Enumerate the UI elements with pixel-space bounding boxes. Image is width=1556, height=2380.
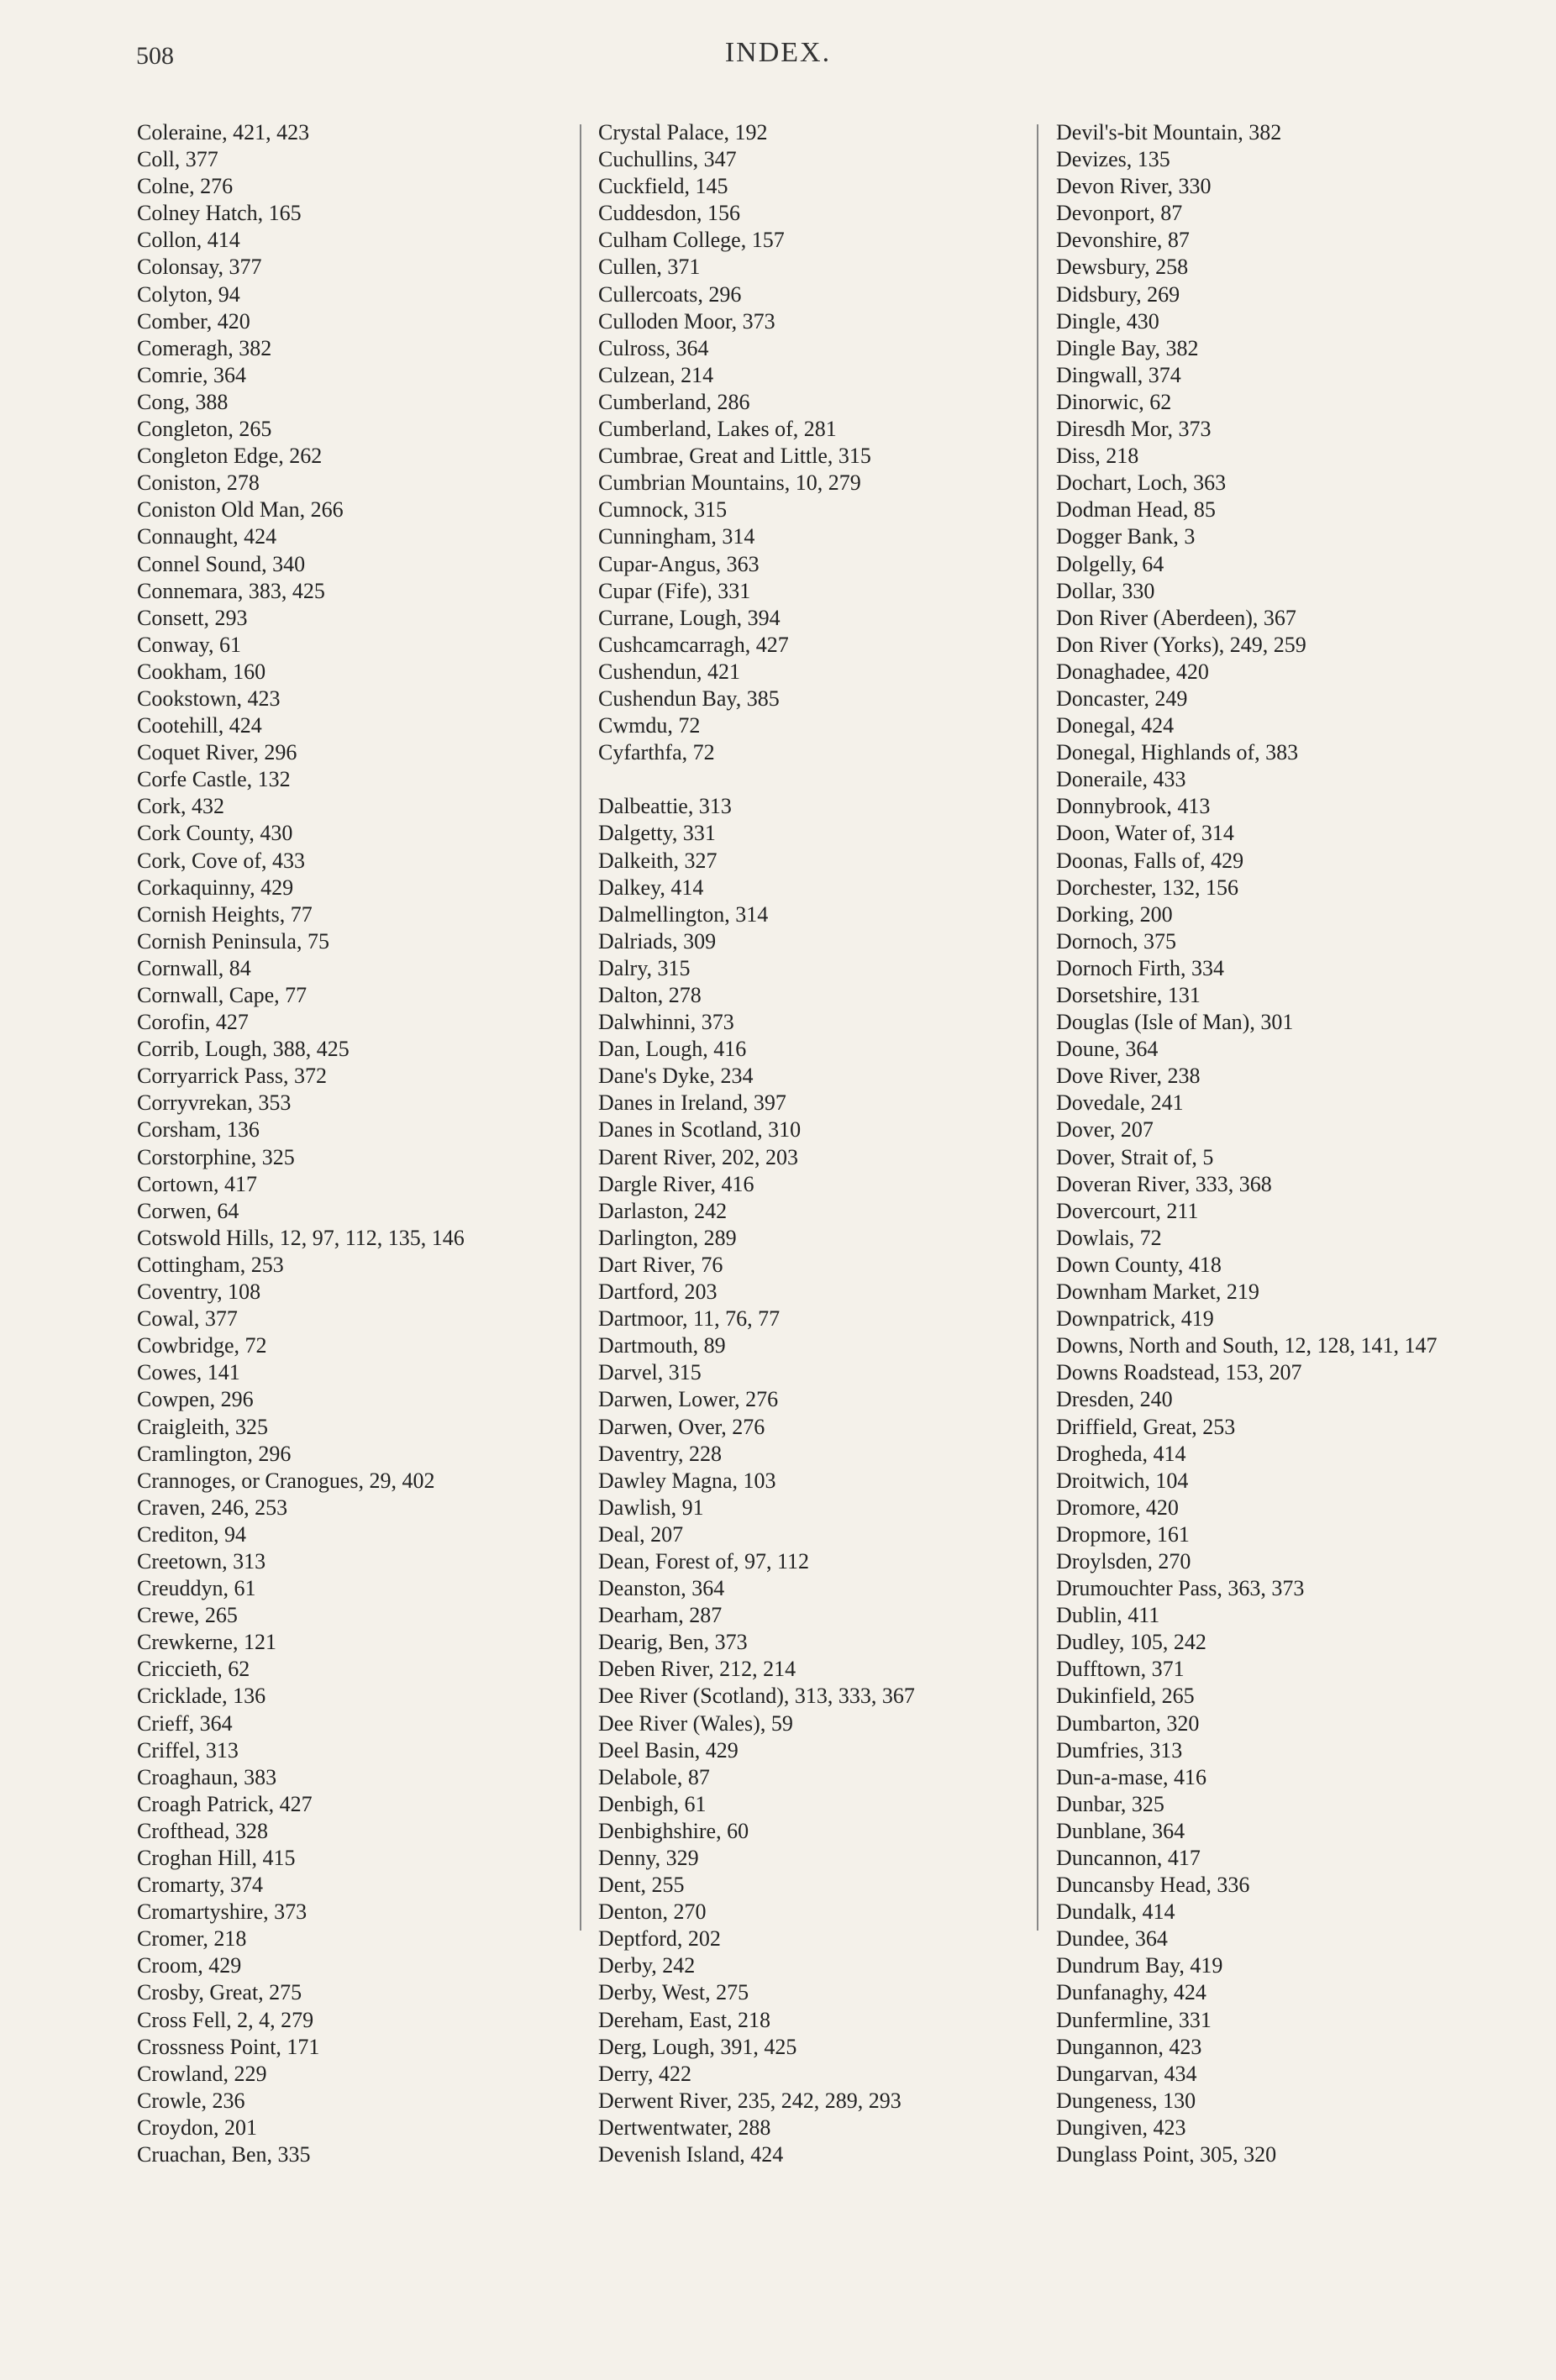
index-entry: Cong, 388 xyxy=(137,389,229,414)
index-entry: Downs, North and South, 12, 128, 141, 147 xyxy=(1056,1333,1438,1358)
index-entry: Corsham, 136 xyxy=(137,1117,260,1143)
index-entry: Donaghadee, 420 xyxy=(1056,659,1209,684)
index-entry: Creetown, 313 xyxy=(137,1548,266,1574)
index-entry: Cork, 432 xyxy=(137,794,224,819)
index-entry: Crosby, Great, 275 xyxy=(137,1980,302,2005)
index-entry: Corstorphine, 325 xyxy=(137,1144,295,1169)
index-entry: Danes in Ireland, 397 xyxy=(598,1090,786,1116)
index-entry: Dargle River, 416 xyxy=(598,1171,754,1196)
index-entry: Cunningham, 314 xyxy=(598,524,755,549)
index-entry: Derby, West, 275 xyxy=(598,1980,749,2005)
index-entry: Crewkerne, 121 xyxy=(137,1630,277,1655)
index-entry: Diresdh Mor, 373 xyxy=(1056,417,1212,442)
index-entry: Cowpen, 296 xyxy=(137,1387,254,1412)
index-entry: Corryvrekan, 353 xyxy=(137,1090,292,1116)
index-entry: Connel Sound, 340 xyxy=(137,551,306,576)
index-entry: Cornish Heights, 77 xyxy=(137,901,313,927)
index-entry: Drogheda, 414 xyxy=(1056,1441,1186,1466)
index-entry: Dalgetty, 331 xyxy=(598,821,716,846)
index-entry: Dover, 207 xyxy=(1056,1117,1154,1143)
index-entry: Cushcamcarragh, 427 xyxy=(598,632,789,657)
index-entry: Donnybrook, 413 xyxy=(1056,794,1211,819)
index-entry: Colne, 276 xyxy=(137,174,234,199)
index-entry: Connaught, 424 xyxy=(137,524,277,549)
index-entry: Deel Basin, 429 xyxy=(598,1737,739,1763)
index-entry: Dorking, 200 xyxy=(1056,901,1173,927)
running-title: INDEX. xyxy=(724,37,832,68)
index-entry: Comrie, 364 xyxy=(137,362,246,387)
index-entry: Doncaster, 249 xyxy=(1056,686,1188,711)
index-entry: Crieff, 364 xyxy=(137,1710,233,1736)
index-entry: Dropmore, 161 xyxy=(1056,1521,1190,1547)
index-entry: Dudley, 105, 242 xyxy=(1056,1630,1206,1655)
index-entry: Congleton, 265 xyxy=(137,417,272,442)
index-entry: Duncannon, 417 xyxy=(1056,1846,1201,1870)
index-entry: Dalbeattie, 313 xyxy=(598,794,732,819)
index-entry: Currane, Lough, 394 xyxy=(598,605,781,630)
index-entry: Coleraine, 421, 423 xyxy=(137,120,310,144)
index-entry: Dan, Lough, 416 xyxy=(598,1037,747,1062)
index-entry: Darent River, 202, 203 xyxy=(598,1144,798,1169)
column-rule xyxy=(1037,124,1038,1931)
index-entry: Cullercoats, 296 xyxy=(598,281,742,307)
index-entry: Dartford, 203 xyxy=(598,1279,718,1305)
index-entry: Croagh Patrick, 427 xyxy=(137,1791,313,1816)
index-entry: Crewe, 265 xyxy=(137,1603,238,1628)
index-entry: Dufftown, 371 xyxy=(1056,1657,1185,1682)
index-entry: Craven, 246, 253 xyxy=(137,1495,288,1520)
index-entry: Dochart, Loch, 363 xyxy=(1056,470,1227,496)
index-entry: Cookham, 160 xyxy=(137,659,266,684)
index-entry: Dovercourt, 211 xyxy=(1056,1198,1199,1223)
index-entry: Dornoch, 375 xyxy=(1056,928,1176,954)
index-entry: Connemara, 383, 425 xyxy=(137,578,325,603)
index-entry: Dollar, 330 xyxy=(1056,578,1155,603)
index-entry: Delabole, 87 xyxy=(598,1764,710,1789)
index-entry: Crannoges, or Cranogues, 29, 402 xyxy=(137,1468,435,1493)
index-entry: Darwen, Lower, 276 xyxy=(598,1387,779,1412)
index-entry: Devon River, 330 xyxy=(1056,174,1212,199)
index-entry: Devil's-bit Mountain, 382 xyxy=(1056,120,1282,144)
index-entry: Corfe Castle, 132 xyxy=(137,767,291,792)
index-entry: Dundrum Bay, 419 xyxy=(1056,1953,1223,1978)
index-entry: Cumberland, Lakes of, 281 xyxy=(598,417,837,442)
index-column-3 xyxy=(1056,119,1510,2168)
index-entry: Dovedale, 241 xyxy=(1056,1090,1184,1116)
index-entry: Down County, 418 xyxy=(1056,1252,1222,1277)
index-entry: Colonsay, 377 xyxy=(137,255,262,280)
index-entry: Dunbar, 325 xyxy=(1056,1791,1164,1816)
index-entry: Corrib, Lough, 388, 425 xyxy=(137,1037,350,1062)
index-entry: Croaghaun, 383 xyxy=(137,1764,277,1789)
index-entry: Doon, Water of, 314 xyxy=(1056,821,1234,846)
index-entry: Dungarvan, 434 xyxy=(1056,2061,1197,2086)
index-entry: Comber, 420 xyxy=(137,308,250,334)
index-entry: Dawlish, 91 xyxy=(598,1495,704,1520)
index-entry: Duncansby Head, 336 xyxy=(1056,1873,1250,1898)
index-entry: Craigleith, 325 xyxy=(137,1414,268,1439)
index-entry: Dalriads, 309 xyxy=(598,928,717,954)
index-entry: Dublin, 411 xyxy=(1056,1603,1160,1628)
index-entry: Coventry, 108 xyxy=(137,1279,261,1305)
index-entry: Drumouchter Pass, 363, 373 xyxy=(1056,1576,1305,1601)
index-entry: Dun-a-mase, 416 xyxy=(1056,1764,1207,1789)
index-entry: Dinorwic, 62 xyxy=(1056,389,1172,414)
index-entry: Droitwich, 104 xyxy=(1056,1468,1189,1493)
index-entry: Dee River (Wales), 59 xyxy=(598,1710,793,1736)
index-entry: Dewsbury, 258 xyxy=(1056,255,1189,280)
index-entry: Derg, Lough, 391, 425 xyxy=(598,2034,797,2059)
index-entry: Dart River, 76 xyxy=(598,1252,723,1277)
index-entry: Congleton Edge, 262 xyxy=(137,444,323,469)
index-entry: Dorsetshire, 131 xyxy=(1056,983,1201,1007)
index-entry: Conway, 61 xyxy=(137,632,241,657)
index-entry: Cruachan, Ben, 335 xyxy=(137,2142,311,2167)
index-entry: Doune, 364 xyxy=(1056,1037,1159,1062)
index-entry: Dalkey, 414 xyxy=(598,875,704,900)
index-entry: Crediton, 94 xyxy=(137,1521,246,1547)
index-entry: Cramlington, 296 xyxy=(137,1441,292,1466)
index-entry: Corryarrick Pass, 372 xyxy=(137,1064,328,1089)
index-entry: Danes in Scotland, 310 xyxy=(598,1117,802,1143)
index-entry: Denbighshire, 60 xyxy=(598,1818,749,1843)
index-entry: Dornoch Firth, 334 xyxy=(1056,955,1225,980)
index-entry: Cootehill, 424 xyxy=(137,713,262,738)
index-entry: Dowlais, 72 xyxy=(1056,1225,1162,1250)
index-entry: Corofin, 427 xyxy=(137,1010,249,1035)
index-entry: Cottingham, 253 xyxy=(137,1252,284,1277)
index-entry: Denton, 270 xyxy=(598,1899,707,1925)
index-entry: Dukinfield, 265 xyxy=(1056,1684,1195,1709)
index-entry: Culham College, 157 xyxy=(598,228,785,253)
index-entry: Dee River (Scotland), 313, 333, 367 xyxy=(598,1684,915,1709)
index-entry: Dromore, 420 xyxy=(1056,1495,1179,1520)
index-entry: Downham Market, 219 xyxy=(1056,1279,1259,1305)
index-entry: Cuddesdon, 156 xyxy=(598,201,740,226)
index-entry: Crowland, 229 xyxy=(137,2061,267,2086)
index-entry: Croydon, 201 xyxy=(137,2115,257,2140)
index-entry: Donegal, 424 xyxy=(1056,713,1175,738)
index-entry: Dolgelly, 64 xyxy=(1056,551,1164,576)
index-entry: Dungeness, 130 xyxy=(1056,2088,1196,2113)
index-entry: Cotswold Hills, 12, 97, 112, 135, 146 xyxy=(137,1225,465,1250)
index-entry: Criccieth, 62 xyxy=(137,1657,250,1682)
index-entry: Dunfermline, 331 xyxy=(1056,2007,1212,2032)
index-entry: Dove River, 238 xyxy=(1056,1064,1201,1089)
index-entry: Dearham, 287 xyxy=(598,1603,723,1628)
index-entry: Coniston Old Man, 266 xyxy=(137,497,344,523)
index-entry: Crofthead, 328 xyxy=(137,1818,268,1843)
index-entry: Don River (Aberdeen), 367 xyxy=(1056,605,1296,630)
index-entry: Dungannon, 423 xyxy=(1056,2034,1202,2059)
index-entry: Cushendun Bay, 385 xyxy=(598,686,780,711)
index-entry: Dumbarton, 320 xyxy=(1056,1710,1200,1736)
index-entry: Donegal, Highlands of, 383 xyxy=(1056,740,1299,765)
index-entry: Corwen, 64 xyxy=(137,1198,239,1223)
index-entry: Dalmellington, 314 xyxy=(598,901,769,927)
index-entry: Dearig, Ben, 373 xyxy=(598,1630,748,1655)
index-entry: Cornwall, 84 xyxy=(137,955,251,980)
index-entry: Creuddyn, 61 xyxy=(137,1576,256,1601)
index-entry: Devenish Island, 424 xyxy=(598,2142,784,2167)
index-entry: Comeragh, 382 xyxy=(137,335,272,360)
index-entry: Dingwall, 374 xyxy=(1056,362,1181,387)
index-entry: Don River (Yorks), 249, 259 xyxy=(1056,632,1306,657)
index-entry: Dertwentwater, 288 xyxy=(598,2115,771,2140)
index-entry: Cuchullins, 347 xyxy=(598,147,737,172)
index-entry: Dereham, East, 218 xyxy=(598,2007,771,2032)
index-entry: Dogger Bank, 3 xyxy=(1056,524,1196,549)
index-entry: Cowbridge, 72 xyxy=(137,1333,267,1358)
index-entry: Darlaston, 242 xyxy=(598,1198,728,1223)
index-entry: Downs Roadstead, 153, 207 xyxy=(1056,1360,1302,1385)
index-entry: Diss, 218 xyxy=(1056,444,1139,469)
index-entry: Dean, Forest of, 97, 112 xyxy=(598,1548,810,1574)
index-entry: Dundee, 364 xyxy=(1056,1926,1168,1952)
index-entry: Coll, 377 xyxy=(137,147,218,172)
index-entry: Dane's Dyke, 234 xyxy=(598,1064,754,1089)
index-entry: Darwen, Over, 276 xyxy=(598,1414,765,1439)
index-entry: Didsbury, 269 xyxy=(1056,281,1180,307)
index-entry: Dover, Strait of, 5 xyxy=(1056,1144,1214,1169)
index-entry: Downpatrick, 419 xyxy=(1056,1306,1214,1332)
index-entry: Deal, 207 xyxy=(598,1521,684,1547)
index-entry: Doonas, Falls of, 429 xyxy=(1056,848,1244,873)
index-entry: Darlington, 289 xyxy=(598,1225,737,1250)
index-entry: Cross Fell, 2, 4, 279 xyxy=(137,2007,314,2032)
index-entry: Cowes, 141 xyxy=(137,1360,240,1385)
index-entry: Cookstown, 423 xyxy=(137,686,281,711)
index-entry: Colyton, 94 xyxy=(137,281,240,307)
index-entry: Criffel, 313 xyxy=(137,1737,239,1763)
index-entry: Derry, 422 xyxy=(598,2061,691,2086)
index-entry: Dalry, 315 xyxy=(598,955,691,980)
index-entry: Devonshire, 87 xyxy=(1056,228,1190,253)
index-entry: Cornish Peninsula, 75 xyxy=(137,928,329,954)
index-entry: Devonport, 87 xyxy=(1056,201,1183,226)
index-entry: Corkaquinny, 429 xyxy=(137,875,294,900)
index-entry: Cork, Cove of, 433 xyxy=(137,848,306,873)
index-entry: Cromarty, 374 xyxy=(137,1873,263,1898)
index-entry: Denny, 329 xyxy=(598,1846,699,1870)
index-column-1 xyxy=(137,119,557,2168)
index-entry: Culloden Moor, 373 xyxy=(598,308,775,334)
index-entry: Croghan Hill, 415 xyxy=(137,1846,296,1870)
letter-section-gap xyxy=(598,766,1035,793)
index-entry: Crystal Palace, 192 xyxy=(598,120,768,144)
index-entry: Driffield, Great, 253 xyxy=(1056,1414,1236,1439)
index-entry: Dundalk, 414 xyxy=(1056,1899,1175,1925)
index-entry: Dingle Bay, 382 xyxy=(1056,335,1199,360)
index-entry: Dent, 255 xyxy=(598,1873,685,1898)
index-entry: Daventry, 228 xyxy=(598,1441,723,1466)
index-entry: Dalkeith, 327 xyxy=(598,848,718,873)
index-entry: Dunblane, 364 xyxy=(1056,1818,1185,1843)
index-entry: Cushendun, 421 xyxy=(598,659,740,684)
index-entry: Deptford, 202 xyxy=(598,1926,721,1952)
index-entry: Crowle, 236 xyxy=(137,2088,245,2113)
index-entry: Doveran River, 333, 368 xyxy=(1056,1171,1272,1196)
index-entry: Cwmdu, 72 xyxy=(598,713,701,738)
index-entry: Culross, 364 xyxy=(598,335,709,360)
page-number: 508 xyxy=(136,42,174,70)
index-entry: Deben River, 212, 214 xyxy=(598,1657,796,1682)
index-entry: Cyfarthfa, 72 xyxy=(598,740,715,765)
index-entry: Denbigh, 61 xyxy=(598,1791,707,1816)
index-entry: Dorchester, 132, 156 xyxy=(1056,875,1239,900)
index-entry: Douglas (Isle of Man), 301 xyxy=(1056,1010,1294,1035)
index-entry: Crossness Point, 171 xyxy=(137,2034,320,2059)
index-entry: Cumberland, 286 xyxy=(598,389,750,414)
index-entry: Droylsden, 270 xyxy=(1056,1548,1191,1574)
index-entry: Dungiven, 423 xyxy=(1056,2115,1186,2140)
index-entry: Cornwall, Cape, 77 xyxy=(137,983,308,1007)
index-entry: Deanston, 364 xyxy=(598,1576,725,1601)
index-entry: Culzean, 214 xyxy=(598,362,714,387)
index-entry: Dunglass Point, 305, 320 xyxy=(1056,2142,1277,2167)
index-entry: Devizes, 135 xyxy=(1056,147,1170,172)
index-entry: Croom, 429 xyxy=(137,1953,242,1978)
index-entry: Dodman Head, 85 xyxy=(1056,497,1216,523)
index-entry: Dartmouth, 89 xyxy=(598,1333,726,1358)
index-entry: Cupar (Fife), 331 xyxy=(598,578,751,603)
index-entry: Dingle, 430 xyxy=(1056,308,1159,334)
index-entry: Derwent River, 235, 242, 289, 293 xyxy=(598,2088,902,2113)
column-rule xyxy=(580,124,581,1931)
index-entry: Cortown, 417 xyxy=(137,1171,257,1196)
index-entry: Cowal, 377 xyxy=(137,1306,238,1332)
index-entry: Coniston, 278 xyxy=(137,470,260,496)
index-entry: Dartmoor, 11, 76, 77 xyxy=(598,1306,781,1332)
index-entry: Cumbrae, Great and Little, 315 xyxy=(598,444,871,469)
index-entry: Cupar-Angus, 363 xyxy=(598,551,760,576)
index-entry: Coquet River, 296 xyxy=(137,740,297,765)
index-entry: Dumfries, 313 xyxy=(1056,1737,1183,1763)
index-entry: Cuckfield, 145 xyxy=(598,174,728,199)
index-entry: Cricklade, 136 xyxy=(137,1684,266,1709)
index-entry: Cork County, 430 xyxy=(137,821,293,846)
index-entry: Cumnock, 315 xyxy=(598,497,728,523)
index-entry: Colney Hatch, 165 xyxy=(137,201,302,226)
index-entry: Dresden, 240 xyxy=(1056,1387,1173,1412)
index-entry: Cumbrian Mountains, 10, 279 xyxy=(598,470,861,496)
index-entry: Cullen, 371 xyxy=(598,255,701,280)
index-entry: Dalton, 278 xyxy=(598,983,702,1007)
index-entry: Dunfanaghy, 424 xyxy=(1056,1980,1206,2005)
index-entry: Consett, 293 xyxy=(137,605,248,630)
index-entry: Cromer, 218 xyxy=(137,1926,247,1952)
index-entry: Doneraile, 433 xyxy=(1056,767,1186,792)
index-entry: Dalwhinni, 373 xyxy=(598,1010,734,1035)
index-entry: Collon, 414 xyxy=(137,228,240,253)
index-entry: Cromartyshire, 373 xyxy=(137,1899,308,1925)
index-column-2 xyxy=(598,119,1035,2168)
index-entry: Derby, 242 xyxy=(598,1953,696,1978)
index-entry: Dawley Magna, 103 xyxy=(598,1468,776,1493)
index-entry: Darvel, 315 xyxy=(598,1360,702,1385)
